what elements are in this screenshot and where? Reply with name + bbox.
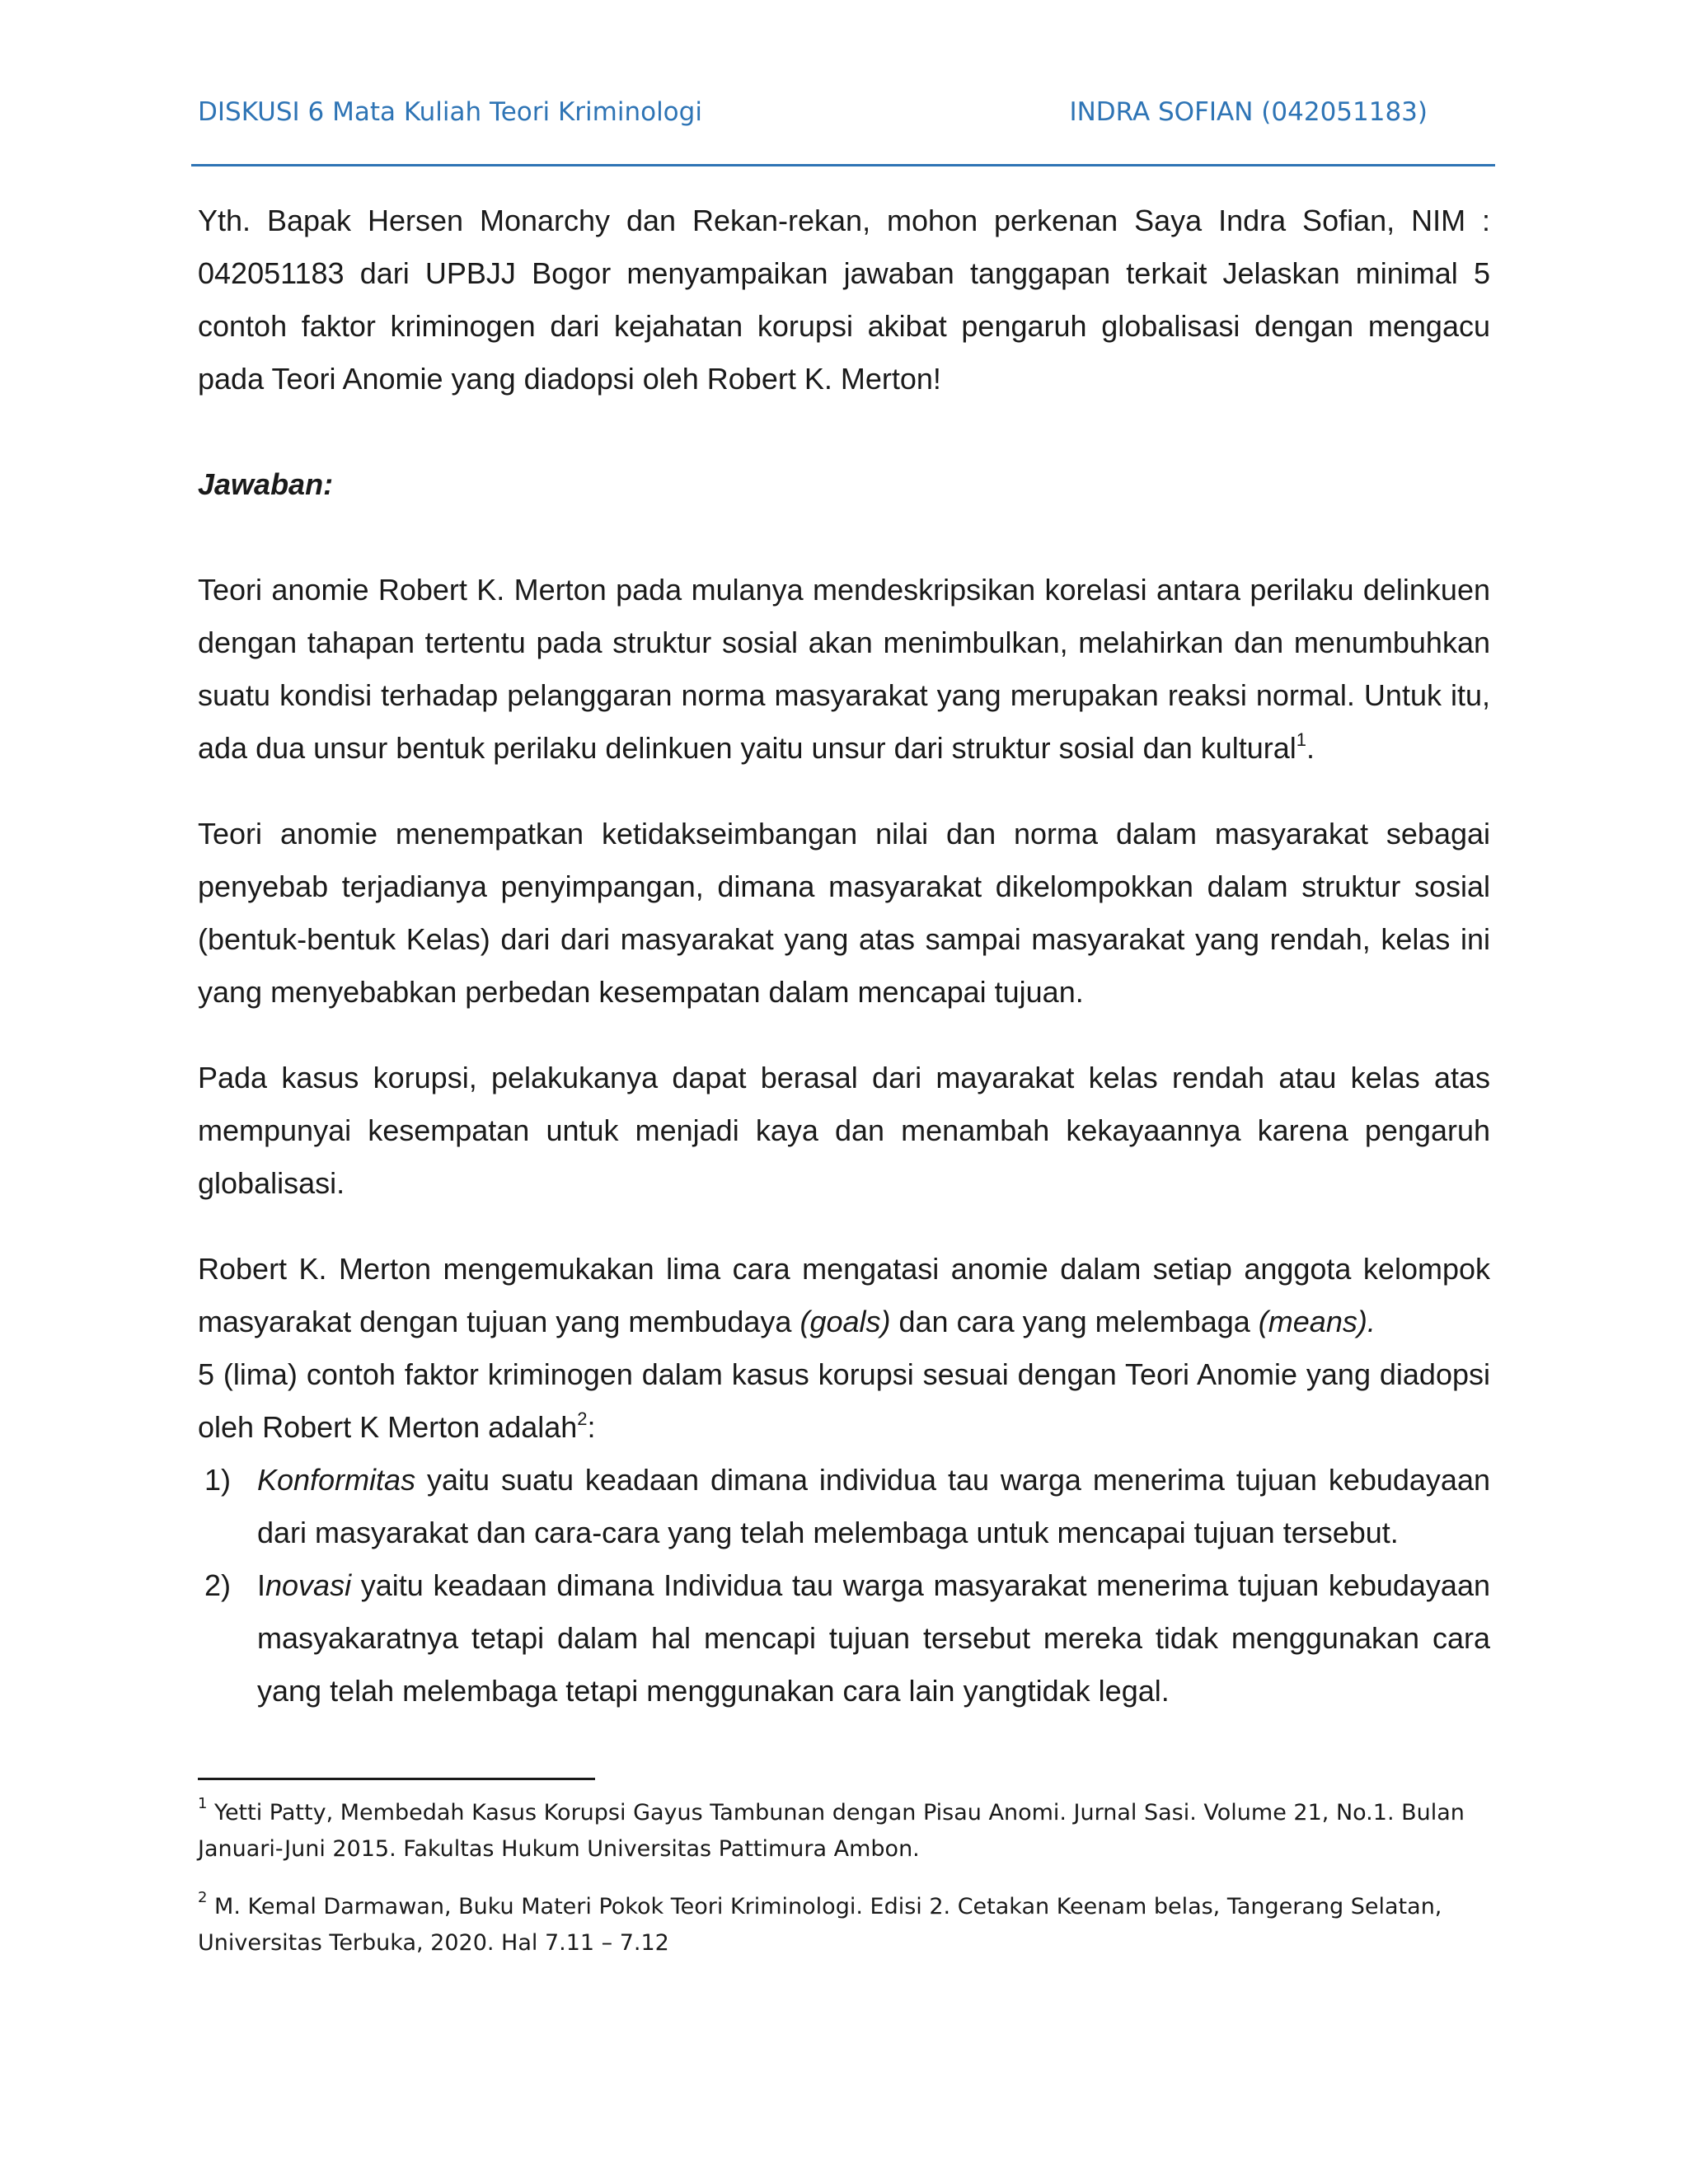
footnote-ref-1[interactable]: 1 [1296,729,1307,750]
footnote-separator [198,1778,595,1780]
footnotes [198,1795,1490,1983]
header-author: INDRA SOFIAN (042051183) [1069,97,1428,127]
list-number: 1) [204,1463,232,1497]
paragraph-text: 5 (lima) contoh faktor kriminogen dalam kasus korupsi sesuai dengan Teori Anomie yang diadopsi oleh Robert K Merton adalah [198,1357,1490,1444]
paragraph-text: dan cara yang melembaga [890,1305,1259,1338]
term-goals: (goals) [799,1305,891,1338]
paragraph-anomie-definition [198,564,1490,775]
document-body [198,194,1490,1718]
list-item-text: yaitu suatu keadaan dimana individua tau warga menerima tujuan kebudayaan dari masyarakat dan cara-cara yang telah melembaga untuk mencapai tujuan tersebut. [257,1463,1490,1549]
term-inovasi: novasi [265,1568,352,1602]
list-number: 2) [204,1568,232,1602]
paragraph-anomie-imbalance: Teori anomie menempatkan ketidakseimbangan nilai dan norma dalam masyarakat sebagai penyebab terjadianya penyimpangan, dimana masyarakat dikelompokkan dalam struktur sosial (bentuk-bentuk Kelas) dari dari masyarakat yang atas sampai masyarakat yang rendah, kelas ini yang menyebabkan perbedan kesempatan dalam mencapai tujuan. [198,817,1490,1009]
term-means: (means). [1258,1305,1376,1338]
term-konformitas: Konformitas [257,1463,416,1497]
header-divider [191,164,1495,166]
paragraph-end: : [587,1410,596,1444]
paragraph-merton-ways [198,1243,1490,1348]
footnote-text: Yetti Patty, Membedah Kasus Korupsi Gayus Tambunan dengan Pisau Anomi. Jurnal Sasi. Volume 21, No.1. Bulan Januari-Juni 2015. Fakultas Hukum Universitas Pattimura Ambon. [198,1800,1465,1862]
paragraph-text: Teori anomie Robert K. Merton pada mulanya mendeskripsikan korelasi antara perilaku delinkuen dengan tahapan tertentu pada struktur sosial akan menimbulkan, melahirkan dan menumbuhkan suatu kondisi terhadap pelanggaran norma masyarakat yang merupakan reaksi normal. Untuk itu, ada dua unsur bentuk perilaku delinkuen yaitu unsur dari struktur sosial dan kultural [198,573,1490,765]
paragraph-end: . [1306,731,1315,765]
paragraph-text: Robert K. Merton mengemukakan lima cara mengatasi anomie dalam setiap anggota kelompok masyarakat dengan tujuan yang membudaya [198,1252,1490,1338]
footnote-2 [198,1889,1490,1961]
footnote-ref-2[interactable]: 2 [577,1408,588,1429]
list-item-text: yaitu keadaan dimana Individua tau warga masyarakat menerima tujuan kebudayaan masyakaratnya tetapi dalam hal mencapi tujuan tersebut mereka tidak menggunakan cara yang telah melembaga tetapi menggunakan cara lain yangtidak legal. [257,1568,1490,1708]
footnote-number: 1 [198,1795,208,1812]
paragraph-corruption-case: Pada kasus korupsi, pelakukanya dapat berasal dari mayarakat kelas rendah atau kelas atas mempunyai kesempatan untuk menjadi kaya dan menambah kekayaannya karena pengaruh globalisasi. [198,1061,1490,1200]
footnote-1 [198,1795,1490,1868]
factor-list [198,1454,1490,1718]
list-item [198,1559,1490,1718]
intro-paragraph: Yth. Bapak Hersen Monarchy dan Rekan-rekan, mohon perkenan Saya Indra Sofian, NIM : 042051183 dari UPBJJ Bogor menyampaikan jawaban tanggapan terkait Jelaskan minimal 5 contoh faktor kriminogen dari kejahatan korupsi akibat pengaruh globalisasi dengan mengacu pada Teori Anomie yang diadopsi oleh Robert K. Merton! [198,204,1490,396]
footnote-text: M. Kemal Darmawan, Buku Materi Pokok Teori Kriminologi. Edisi 2. Cetakan Keenam belas, Tangerang Selatan, Universitas Terbuka, 2020. Hal 7.11 – 7.12 [198,1894,1442,1956]
paragraph-five-factors [198,1348,1490,1454]
page-header [198,97,1477,134]
footnote-number: 2 [198,1889,208,1906]
term-prefix: I [257,1568,266,1602]
answer-heading: Jawaban: [198,467,334,501]
list-item [198,1454,1490,1559]
header-course-title: DISKUSI 6 Mata Kuliah Teori Kriminologi [198,97,702,127]
